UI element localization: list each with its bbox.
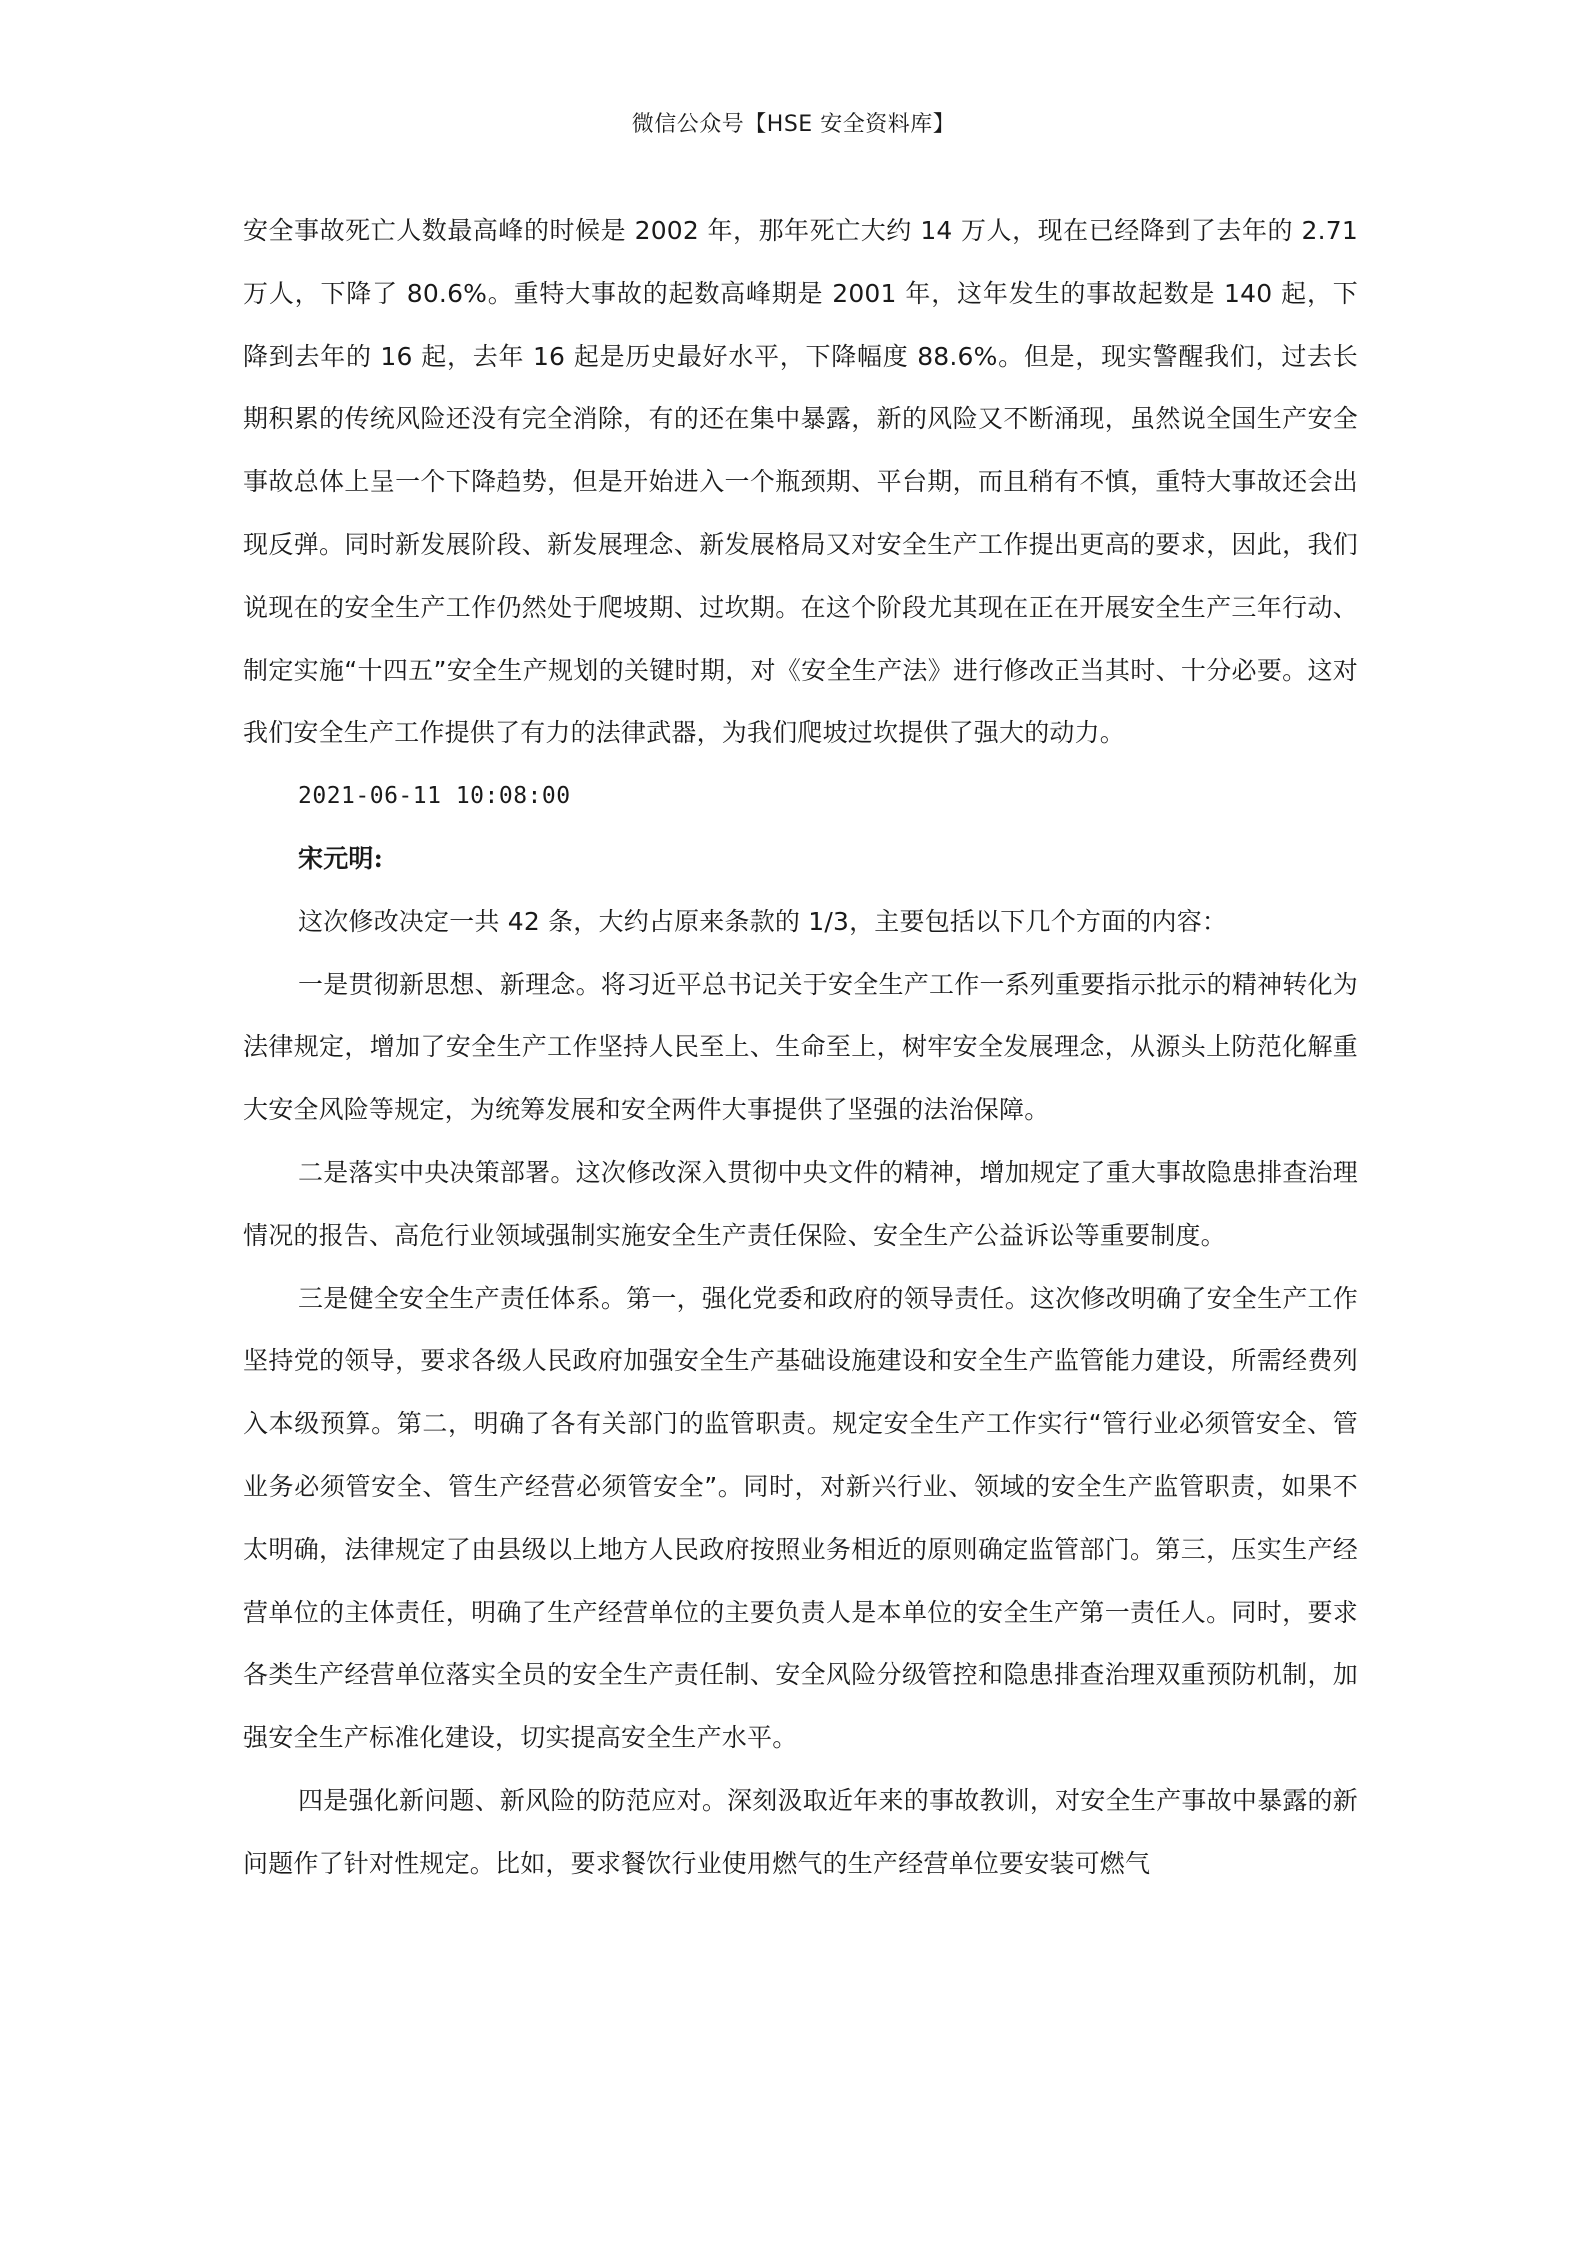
paragraph-point-three: 三是健全安全生产责任体系。第一，强化党委和政府的领导责任。这次修改明确了安全生产工作坚持党的领导，要求各级人民政府加强安全生产基础设施建设和安全生产监管能力建设，所需经费列入本级预算。第二，明确了各有关部门的监管职责。规定安全生产工作实行“管行业必须管安全、管业务必须管安全、管生产经营必须管安全”。同时，对新兴行业、领域的安全生产监管职责，如果不太明确，法律规定了由县级以上地方人民政府按照业务相近的原则确定监管部门。第三，压实生产经营单位的主体责任，明确了生产经营单位的主要负责人是本单位的安全生产第一责任人。同时，要求各类生产经营单位落实全员的安全生产责任制、安全风险分级管控和隐患排查治理双重预防机制，加强安全生产标准化建设，切实提高安全生产水平。 xyxy=(243,1283,1358,1753)
paragraph-accident-statistics: 安全事故死亡人数最高峰的时候是 2002 年，那年死亡大约 14 万人，现在已经降到了去年的 2.71 万人，下降了 80.6%。重特大事故的起数高峰期是 2001 年，这年发生的事故起数是 140 起，下降到去年的 16 起，去年 16 起是历史最好水平，下降幅度 88.6%。但是，现实警醒我们，过去长期积累的传统风险还没有完全消除，有的还在集中暴露，新的风险又不断涌现，虽然说全国生产安全事故总体上呈一个下降趋势，但是开始进入一个瓶颈期、平台期，而且稍有不慎，重特大事故还会出现反弹。同时新发展阶段、新发展理念、新发展格局又对安全生产工作提出更高的要求，因此，我们说现在的安全生产工作仍然处于爬坡期、过坎期。在这个阶段尤其现在正在开展安全生产三年行动、制定实施“十四五”安全生产规划的关键时期，对《安全生产法》进行修改正当其时、十分必要。这对我们安全生产工作提供了有力的法律武器，为我们爬坡过坎提供了强大的动力。 xyxy=(243,216,1358,748)
document-body xyxy=(243,200,1358,1896)
speaker-name: 宋元明: xyxy=(298,843,384,873)
paragraph-revision-overview: 这次修改决定一共 42 条，大约占原来条款的 1/3，主要包括以下几个方面的内容： xyxy=(298,906,1228,936)
paragraph-point-one: 一是贯彻新思想、新理念。将习近平总书记关于安全生产工作一系列重要指示批示的精神转化为法律规定，增加了安全生产工作坚持人民至上、生命至上，树牢安全发展理念，从源头上防范化解重大安全风险等规定，为统筹发展和安全两件大事提供了坚强的法治保障。 xyxy=(243,969,1358,1125)
page-header: 微信公众号【HSE 安全资料库】 xyxy=(631,112,956,137)
paragraph-point-four: 四是强化新问题、新风险的防范应对。深刻汲取近年来的事故教训，对安全生产事故中暴露的新问题作了针对性规定。比如，要求餐饮行业使用燃气的生产经营单位要安装可燃气 xyxy=(243,1785,1358,1878)
paragraph-point-two: 二是落实中央决策部署。这次修改深入贯彻中央文件的精神，增加规定了重大事故隐患排查治理情况的报告、高危行业领域强制实施安全生产责任保险、安全生产公益诉讼等重要制度。 xyxy=(243,1157,1358,1250)
timestamp: 2021-06-11 10:08:00 xyxy=(298,783,571,810)
